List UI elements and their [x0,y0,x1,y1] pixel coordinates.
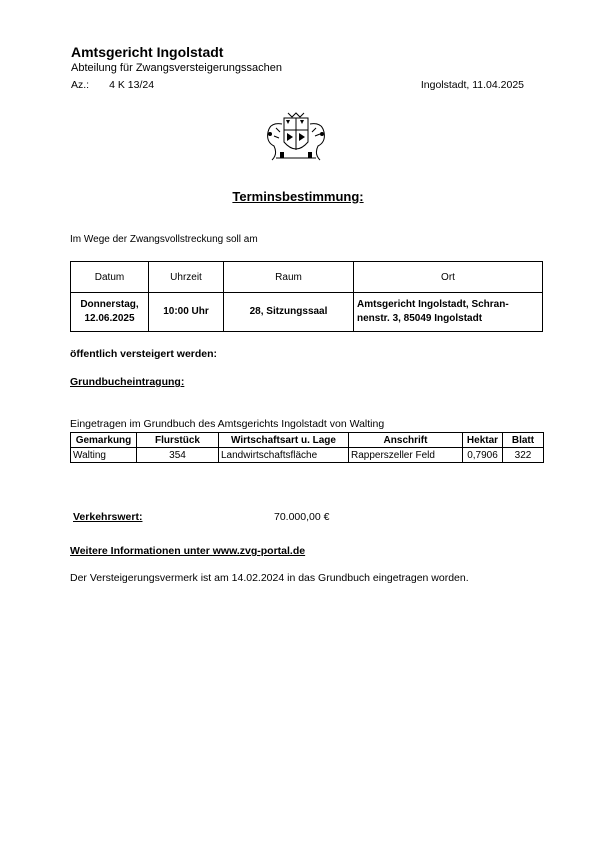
court-name: Amtsgericht Ingolstadt [71,44,224,60]
header-uhrzeit: Uhrzeit [149,262,224,293]
header-flurstueck: Flurstück [137,433,219,448]
table-row [71,293,543,332]
az-number: 4 K 13/24 [109,79,155,91]
appointment-time: 10:00 Uhr [149,293,224,332]
bavarian-coat-of-arms-icon [262,112,330,164]
cell-wirtschaftsart: Landwirtschaftsfläche [219,448,349,463]
cell-gemarkung: Walting [71,448,137,463]
appointment-room: 28, Sitzungssaal [224,293,354,332]
page-title: Terminsbestimmung: [232,189,364,204]
registered-text: Eingetragen im Grundbuch des Amtsgerichts Ingolstadt von Walting [70,418,385,430]
header-raum: Raum [224,262,354,293]
cell-flurstueck: 354 [137,448,219,463]
cell-hektar: 0,7906 [463,448,503,463]
header-blatt: Blatt [503,433,544,448]
header-ort: Ort [354,262,543,293]
market-value-amount: 70.000,00 € [274,511,330,523]
file-reference [71,79,154,91]
auction-text: öffentlich versteigert werden: [70,348,218,360]
table-header-row [71,433,544,448]
header-hektar: Hektar [463,433,503,448]
cell-blatt: 322 [503,448,544,463]
registration-note: Der Versteigerungsvermerk ist am 14.02.2024 in das Grundbuch eingetragen worden. [70,572,469,584]
appointment-date: Donnerstag, 12.06.2025 [71,293,149,332]
table-row [71,448,544,463]
table-header-row [71,262,543,293]
place-date: Ingolstadt, 11.04.2025 [420,79,524,91]
header-wirtschaftsart: Wirtschaftsart u. Lage [219,433,349,448]
header-datum: Datum [71,262,149,293]
grundbuch-heading: Grundbucheintragung: [70,376,185,388]
header-gemarkung: Gemarkung [71,433,137,448]
header-anschrift: Anschrift [349,433,463,448]
intro-text: Im Wege der Zwangsvollstreckung soll am [70,234,258,245]
market-value-label: Verkehrswert: [73,511,143,523]
more-info-link[interactable]: Weitere Informationen unter www.zvg-portal.de [70,545,306,557]
department: Abteilung für Zwangsversteigerungssachen [71,62,282,74]
az-label: Az.: [71,79,90,91]
cell-anschrift: Rapperszeller Feld [349,448,463,463]
appointment-place: Amtsgericht Ingolstadt, Schran- nenstr. 3, 85049 Ingolstadt [354,293,543,332]
appointment-table [70,261,543,332]
land-register-table [70,432,544,463]
